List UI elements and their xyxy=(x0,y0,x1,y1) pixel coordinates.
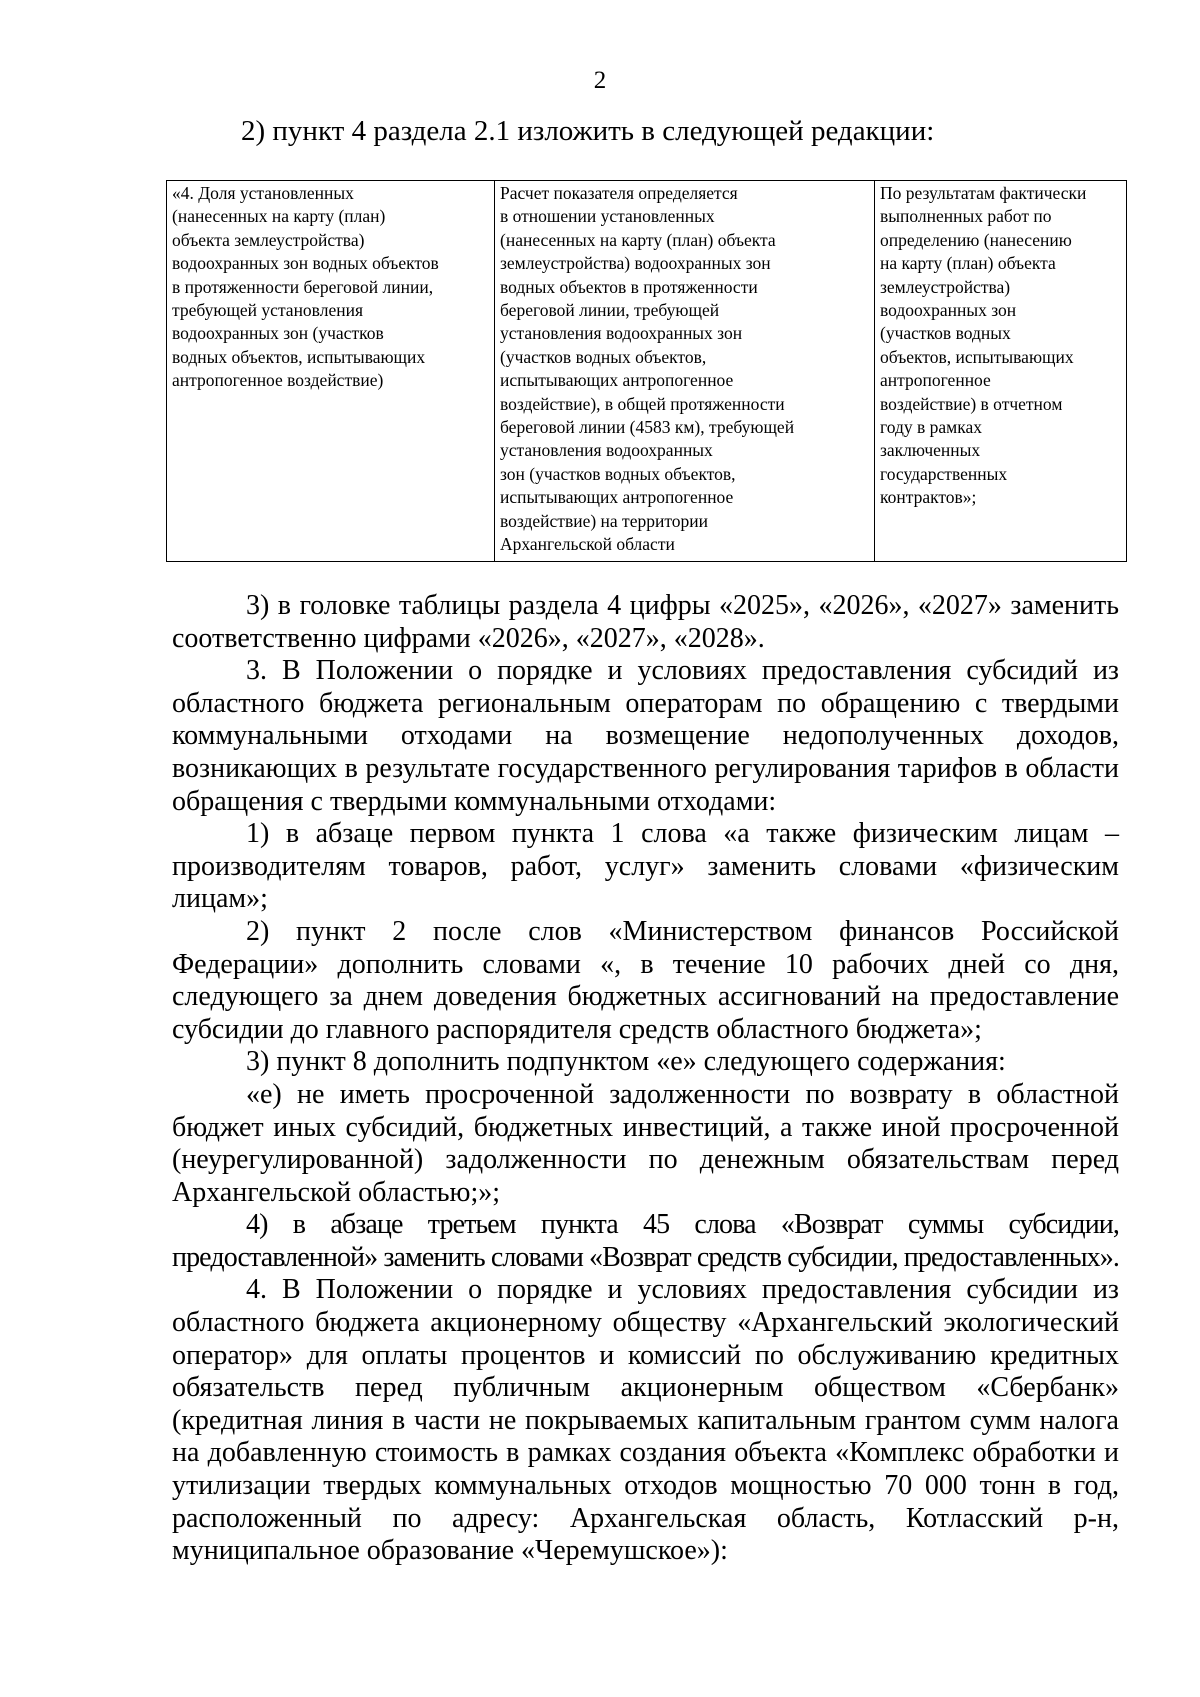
table-cell-indicator: «4. Доля установленных (нанесенных на карту (план) объекта землеустройства) водоохранных зон водных объектов в протяженности береговой линии, требующей установления водоохранных зон (участков водных объектов, испытывающих антропогенное воздействие) xyxy=(167,181,495,562)
paragraph-table-header-change: 3) в головке таблицы раздела 4 цифры «2025», «2026», «2027» заменить соответственно цифрами «2026», «2027», «2028». xyxy=(172,590,1119,654)
table-cell-basis: По результатам фактически выполненных работ по определению (нанесению на карту (план) объекта землеустройства) водоохранных зон (участков водных объектов, испытывающих антропогенное воздействие) в отчетном году в рамках заключенных государственных контрактов»; xyxy=(875,181,1127,562)
body-text xyxy=(172,590,1119,1568)
paragraph-section-3: 3. В Положении о порядке и условиях предоставления субсидий из областного бюджета региональным операторам по обращению с твердыми коммунальными отходами на возмещение недополученных доходов, возникающих в результате государственного регулирования тарифов в области обращения с твердыми коммунальными отходами: xyxy=(172,655,1119,817)
table-row xyxy=(167,181,1127,562)
paragraph-subitem-e: «е) не иметь просроченной задолженности по возврату в областной бюджет иных субсидий, бюджетных инвестиций, а также иной просроченной (неурегулированной) задолженности по денежным обязательствам перед Архангельской областью;»; xyxy=(172,1078,1119,1208)
intro-paragraph: 2) пункт 4 раздела 2.1 изложить в следующей редакции: xyxy=(241,115,935,147)
paragraph-section-4: 4. В Положении о порядке и условиях предоставления субсидии из областного бюджета акционерному обществу «Архангельский экологический оператор» для оплаты процентов и комиссий по обслуживанию кредитных обязательств перед публичным акционерным обществом «Сбербанк» (кредитная линия в части не покрываемых капитальным грантом сумм налога на добавленную стоимость в рамках создания объекта «Комплекс обработки и утилизации твердых коммунальных отходов мощностью 70 000 тонн в год, расположенный по адресу: Архангельская область, Котласский р-н, муниципальное образование «Черемушское»): xyxy=(172,1274,1119,1567)
paragraph-item-3: 3) пункт 8 дополнить подпунктом «е» следующего содержания: xyxy=(246,1046,1006,1078)
paragraph-item-4: 4) в абзаце третьем пункта 45 слова «Возврат суммы субсидии, предоставленной» заменить словами «Возврат средств субсидии, предоставленных». xyxy=(172,1209,1119,1273)
amendment-table xyxy=(166,180,1127,562)
table-cell-calculation: Расчет показателя определяется в отношении установленных (нанесенных на карту (план) объекта землеустройства) водоохранных зон водных объектов в протяженности береговой линии, требующей установления водоохранных зон (участков водных объектов, испытывающих антропогенное воздействие), в общей протяженности береговой линии (4583 км), требующей установления водоохранных зон (участков водных объектов, испытывающих антропогенное воздействие) на территории Архангельской области xyxy=(495,181,875,562)
page-number: 2 xyxy=(593,67,607,94)
paragraph-item-2: 2) пункт 2 после слов «Министерством финансов Российской Федерации» дополнить словами «, в течение 10 рабочих дней со дня, следующего за днем доведения бюджетных ассигнований на предоставление субсидии до главного распорядителя средств областного бюджета»; xyxy=(172,915,1119,1045)
paragraph-item-1: 1) в абзаце первом пункта 1 слова «а также физическим лицам – производителям товаров, работ, услуг» заменить словами «физическим лицам»; xyxy=(172,818,1119,915)
